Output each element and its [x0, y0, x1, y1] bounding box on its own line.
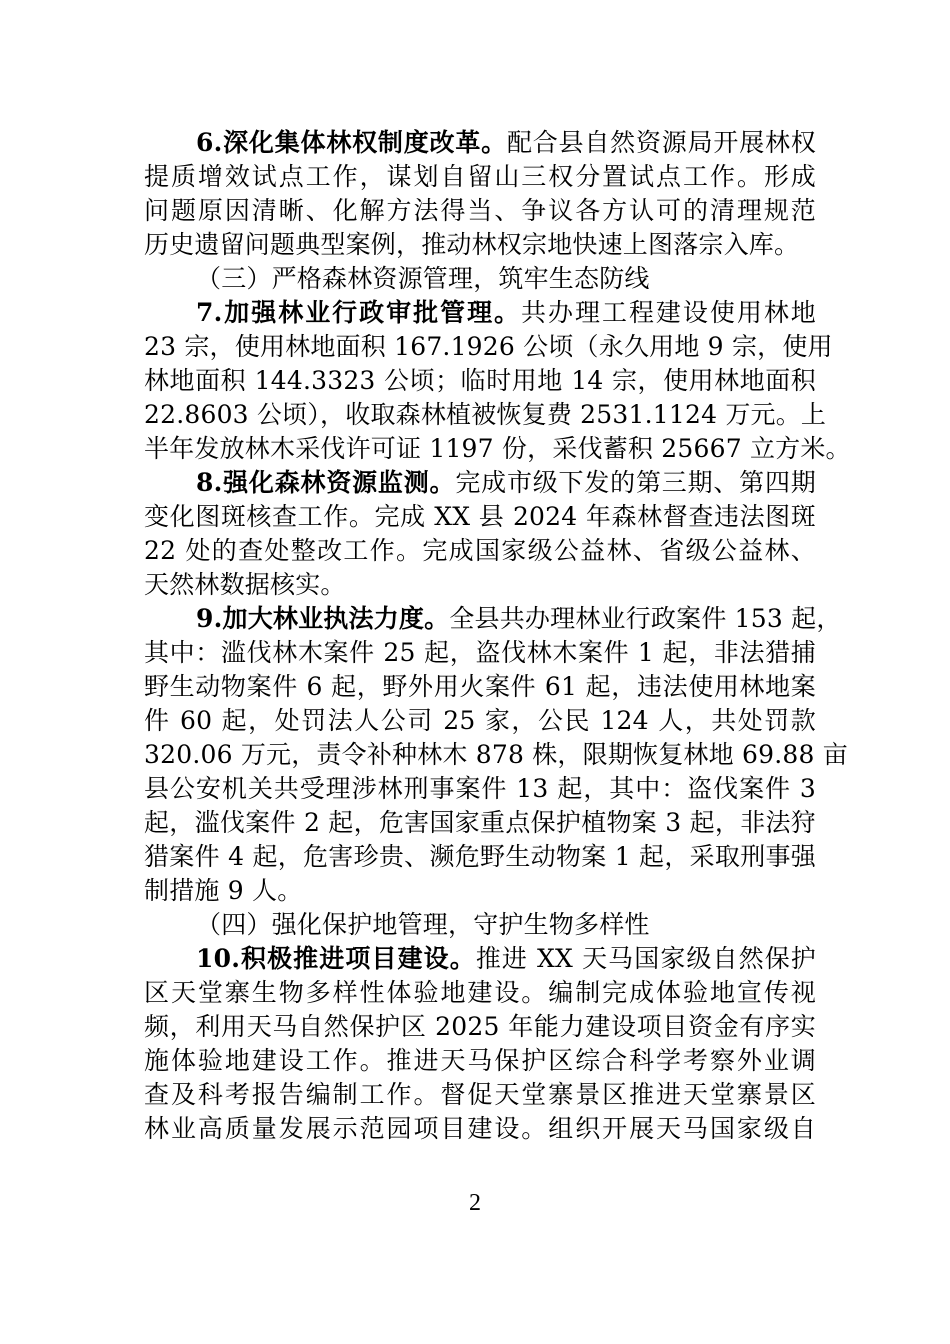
- paragraph-item9-line1: [144, 602, 842, 636]
- paragraph-item9-line6: 县公安机关共受理涉林刑事案件 13 起，其中：盗伐案件 3: [144, 774, 816, 803]
- paragraph-item6-line3: 问题原因清晰、化解方法得当、争议各方认可的清理规范: [144, 196, 816, 225]
- item6-text: 配合县自然资源局开展林权: [506, 128, 816, 157]
- paragraph-item6-line2: 提质增效试点工作，谋划自留山三权分置试点工作。形成: [144, 162, 816, 191]
- item6-heading: 6.深化集体林权制度改革。: [196, 128, 507, 157]
- paragraph-item9-line7: 起，滥伐案件 2 起，危害国家重点保护植物案 3 起，非法狩: [144, 808, 816, 837]
- document-page: [144, 126, 851, 1146]
- paragraph-item10-line2: 区天堂寨生物多样性体验地建设。编制完成体验地宣传视: [144, 978, 816, 1007]
- paragraph-item8-line3: 22 处的查处整改工作。完成国家级公益林、省级公益林、: [144, 536, 816, 565]
- paragraph-item7-line5: 半年发放林木采伐许可证 1197 份，采伐蓄积 25667 立方米。: [144, 434, 851, 463]
- item9-text: 全县共办理林业行政案件 153 起，: [449, 604, 842, 633]
- paragraph-item10-line4: 施体验地建设工作。推进天马保护区综合科学考察外业调: [144, 1046, 816, 1075]
- paragraph-item7-line3: 林地面积 144.3323 公顷；临时用地 14 宗，使用林地面积: [144, 366, 816, 395]
- paragraph-item9-line5: 320.06 万元，责令补种林木 878 株，限期恢复林地 69.88 亩: [144, 740, 848, 769]
- paragraph-item8-line2: 变化图斑核查工作。完成 XX 县 2024 年森林督查违法图斑: [144, 502, 816, 531]
- paragraph-item7-line2: 23 宗，使用林地面积 167.1926 公顷（永久用地 9 宗，使用: [144, 332, 833, 361]
- item9-heading: 9.加大林业执法力度。: [196, 604, 450, 633]
- paragraph-item9-line2: 其中：滥伐林木案件 25 起，盗伐林木案件 1 起，非法猎捕: [144, 638, 816, 667]
- item10-text: 推进 XX 天马国家级自然保护: [475, 944, 816, 973]
- paragraph-item10-line6: 林业高质量发展示范园项目建设。组织开展天马国家级自: [144, 1114, 816, 1143]
- paragraph-item10-line5: 查及科考报告编制工作。督促天堂寨景区推进天堂寨景区: [144, 1080, 816, 1109]
- page-number: 2: [469, 1190, 481, 1216]
- paragraph-item6-line4: 历史遗留问题典型案例，推动林权宗地快速上图落宗入库。: [144, 230, 800, 259]
- paragraph-item6-line1: [144, 126, 816, 160]
- paragraph-item10-line3: 频，利用天马自然保护区 2025 年能力建设项目资金有序实: [144, 1012, 816, 1041]
- paragraph-item8-line4: 天然林数据核实。: [144, 570, 346, 599]
- item10-heading: 10.积极推进项目建设。: [196, 944, 476, 973]
- paragraph-item7-line4: 22.8603 公顷），收取森林植被恢复费 2531.1124 万元。上: [144, 400, 827, 429]
- paragraph-item8-line1: [144, 466, 816, 500]
- section-heading-4: （四）强化保护地管理，守护生物多样性: [196, 910, 650, 939]
- item8-heading: 8.强化森林资源监测。: [196, 468, 456, 497]
- paragraph-item7-line1: [144, 296, 816, 330]
- paragraph-item10-line1: [144, 942, 816, 976]
- paragraph-item9-line9: 制措施 9 人。: [144, 876, 303, 905]
- item7-heading: 7.加强林业行政审批管理。: [196, 298, 522, 327]
- paragraph-item9-line4: 件 60 起，处罚法人公司 25 家，公民 124 人，共处罚款: [144, 706, 816, 735]
- paragraph-item9-line8: 猎案件 4 起，危害珍贵、濒危野生动物案 1 起，采取刑事强: [144, 842, 816, 871]
- item7-text: 共办理工程建设使用林地: [521, 298, 817, 327]
- section-heading-3: （三）严格森林资源管理，筑牢生态防线: [196, 264, 650, 293]
- item8-text: 完成市级下发的第三期、第四期: [455, 468, 816, 497]
- paragraph-item9-line3: 野生动物案件 6 起，野外用火案件 61 起，违法使用林地案: [144, 672, 816, 701]
